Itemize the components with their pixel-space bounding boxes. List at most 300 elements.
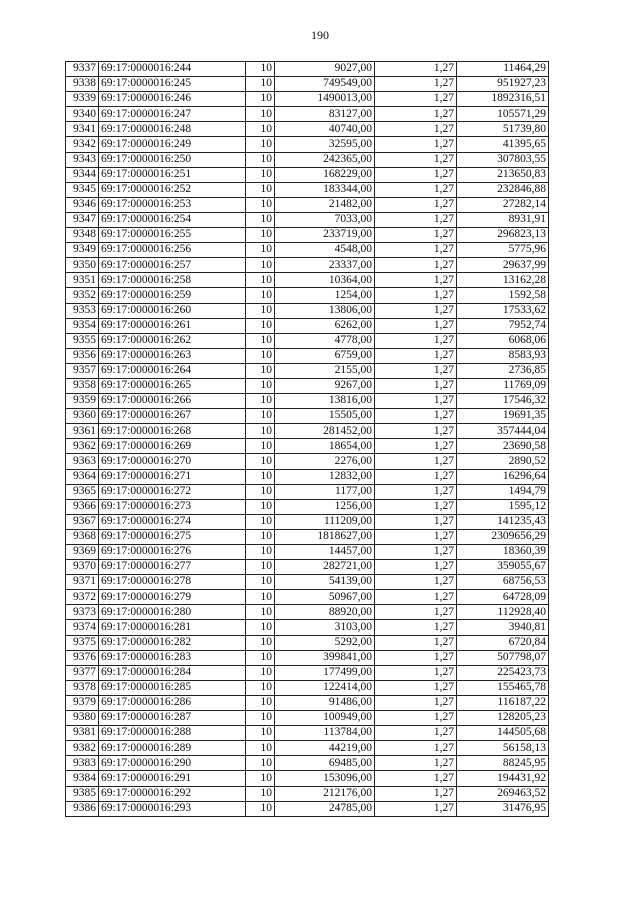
coefficient-cell: 1,27	[375, 258, 457, 273]
row-number-cell: 9375	[66, 635, 99, 650]
area-cell: 69485,00	[275, 756, 375, 771]
cadastral-number-cell: 69:17:0000016:284	[99, 665, 246, 680]
cadastral-number-cell: 69:17:0000016:251	[99, 167, 246, 182]
value-cell: 18360,39	[457, 545, 549, 560]
table-row	[66, 771, 549, 786]
value-cell: 232846,88	[457, 182, 549, 197]
area-cell: 32595,00	[275, 137, 375, 152]
group-code-cell: 10	[246, 635, 275, 650]
value-cell: 269463,52	[457, 786, 549, 801]
coefficient-cell: 1,27	[375, 318, 457, 333]
group-code-cell: 10	[246, 695, 275, 710]
table-row	[66, 107, 549, 122]
row-number-cell: 9355	[66, 333, 99, 348]
table-row	[66, 529, 549, 544]
value-cell: 213650,83	[457, 167, 549, 182]
row-number-cell: 9338	[66, 77, 99, 92]
coefficient-cell: 1,27	[375, 273, 457, 288]
table-row	[66, 590, 549, 605]
table-row	[66, 333, 549, 348]
table-row	[66, 726, 549, 741]
area-cell: 2155,00	[275, 363, 375, 378]
area-cell: 15505,00	[275, 409, 375, 424]
table-row	[66, 409, 549, 424]
cadastral-number-cell: 69:17:0000016:253	[99, 197, 246, 212]
group-code-cell: 10	[246, 711, 275, 726]
group-code-cell: 10	[246, 273, 275, 288]
coefficient-cell: 1,27	[375, 726, 457, 741]
cadastral-number-cell: 69:17:0000016:266	[99, 394, 246, 409]
row-number-cell: 9350	[66, 258, 99, 273]
row-number-cell: 9347	[66, 212, 99, 227]
coefficient-cell: 1,27	[375, 182, 457, 197]
area-cell: 1254,00	[275, 288, 375, 303]
area-cell: 749549,00	[275, 77, 375, 92]
group-code-cell: 10	[246, 650, 275, 665]
cadastral-number-cell: 69:17:0000016:289	[99, 741, 246, 756]
group-code-cell: 10	[246, 771, 275, 786]
cadastral-number-cell: 69:17:0000016:291	[99, 771, 246, 786]
table-row	[66, 680, 549, 695]
cadastral-number-cell: 69:17:0000016:269	[99, 439, 246, 454]
cadastral-number-cell: 69:17:0000016:258	[99, 273, 246, 288]
row-number-cell: 9343	[66, 152, 99, 167]
row-number-cell: 9358	[66, 378, 99, 393]
value-cell: 17533,62	[457, 303, 549, 318]
area-cell: 13816,00	[275, 394, 375, 409]
area-cell: 153096,00	[275, 771, 375, 786]
cadastral-number-cell: 69:17:0000016:248	[99, 122, 246, 137]
value-cell: 27282,14	[457, 197, 549, 212]
table-row	[66, 801, 549, 816]
cadastral-number-cell: 69:17:0000016:259	[99, 288, 246, 303]
group-code-cell: 10	[246, 529, 275, 544]
row-number-cell: 9369	[66, 545, 99, 560]
cadastral-number-cell: 69:17:0000016:275	[99, 529, 246, 544]
area-cell: 9027,00	[275, 62, 375, 77]
cadastral-number-cell: 69:17:0000016:281	[99, 620, 246, 635]
coefficient-cell: 1,27	[375, 152, 457, 167]
group-code-cell: 10	[246, 107, 275, 122]
table-row	[66, 122, 549, 137]
table-row	[66, 167, 549, 182]
cadastral-number-cell: 69:17:0000016:286	[99, 695, 246, 710]
value-cell: 51739,80	[457, 122, 549, 137]
coefficient-cell: 1,27	[375, 107, 457, 122]
row-number-cell: 9383	[66, 756, 99, 771]
row-number-cell: 9352	[66, 288, 99, 303]
group-code-cell: 10	[246, 318, 275, 333]
coefficient-cell: 1,27	[375, 303, 457, 318]
coefficient-cell: 1,27	[375, 695, 457, 710]
value-cell: 1892316,51	[457, 92, 549, 107]
area-cell: 18654,00	[275, 439, 375, 454]
value-cell: 1494,79	[457, 484, 549, 499]
area-cell: 177499,00	[275, 665, 375, 680]
row-number-cell: 9342	[66, 137, 99, 152]
value-cell: 112928,40	[457, 605, 549, 620]
table-row	[66, 62, 549, 77]
coefficient-cell: 1,27	[375, 137, 457, 152]
area-cell: 88920,00	[275, 605, 375, 620]
area-cell: 12832,00	[275, 469, 375, 484]
value-cell: 19691,35	[457, 409, 549, 424]
row-number-cell: 9385	[66, 786, 99, 801]
area-cell: 50967,00	[275, 590, 375, 605]
area-cell: 1177,00	[275, 484, 375, 499]
area-cell: 21482,00	[275, 197, 375, 212]
row-number-cell: 9346	[66, 197, 99, 212]
row-number-cell: 9384	[66, 771, 99, 786]
group-code-cell: 10	[246, 394, 275, 409]
row-number-cell: 9344	[66, 167, 99, 182]
coefficient-cell: 1,27	[375, 741, 457, 756]
cadastral-number-cell: 69:17:0000016:274	[99, 514, 246, 529]
row-number-cell: 9368	[66, 529, 99, 544]
row-number-cell: 9363	[66, 454, 99, 469]
coefficient-cell: 1,27	[375, 363, 457, 378]
cadastral-number-cell: 69:17:0000016:262	[99, 333, 246, 348]
table-row	[66, 228, 549, 243]
group-code-cell: 10	[246, 786, 275, 801]
cadastral-number-cell: 69:17:0000016:263	[99, 348, 246, 363]
coefficient-cell: 1,27	[375, 484, 457, 499]
value-cell: 116187,22	[457, 695, 549, 710]
row-number-cell: 9382	[66, 741, 99, 756]
row-number-cell: 9348	[66, 228, 99, 243]
value-cell: 56158,13	[457, 741, 549, 756]
group-code-cell: 10	[246, 409, 275, 424]
area-cell: 83127,00	[275, 107, 375, 122]
area-cell: 282721,00	[275, 560, 375, 575]
row-number-cell: 9377	[66, 665, 99, 680]
cadastral-number-cell: 69:17:0000016:270	[99, 454, 246, 469]
table-row	[66, 394, 549, 409]
area-cell: 3103,00	[275, 620, 375, 635]
area-cell: 40740,00	[275, 122, 375, 137]
page-number: 190	[311, 28, 329, 42]
table-row	[66, 348, 549, 363]
area-cell: 7033,00	[275, 212, 375, 227]
value-cell: 41395,65	[457, 137, 549, 152]
table-row	[66, 711, 549, 726]
value-cell: 5775,96	[457, 243, 549, 258]
value-cell: 507798,07	[457, 650, 549, 665]
row-number-cell: 9378	[66, 680, 99, 695]
coefficient-cell: 1,27	[375, 514, 457, 529]
area-cell: 212176,00	[275, 786, 375, 801]
coefficient-cell: 1,27	[375, 545, 457, 560]
value-cell: 68756,53	[457, 575, 549, 590]
value-cell: 88245,95	[457, 756, 549, 771]
value-cell: 357444,04	[457, 424, 549, 439]
group-code-cell: 10	[246, 741, 275, 756]
cadastral-number-cell: 69:17:0000016:268	[99, 424, 246, 439]
area-cell: 113784,00	[275, 726, 375, 741]
row-number-cell: 9356	[66, 348, 99, 363]
coefficient-cell: 1,27	[375, 167, 457, 182]
area-cell: 1818627,00	[275, 529, 375, 544]
table-row	[66, 258, 549, 273]
table-row	[66, 378, 549, 393]
value-cell: 1592,58	[457, 288, 549, 303]
group-code-cell: 10	[246, 605, 275, 620]
row-number-cell: 9362	[66, 439, 99, 454]
value-cell: 6720,84	[457, 635, 549, 650]
group-code-cell: 10	[246, 152, 275, 167]
cadastral-number-cell: 69:17:0000016:273	[99, 499, 246, 514]
group-code-cell: 10	[246, 363, 275, 378]
row-number-cell: 9361	[66, 424, 99, 439]
area-cell: 183344,00	[275, 182, 375, 197]
cadastral-number-cell: 69:17:0000016:252	[99, 182, 246, 197]
group-code-cell: 10	[246, 348, 275, 363]
coefficient-cell: 1,27	[375, 650, 457, 665]
group-code-cell: 10	[246, 545, 275, 560]
value-cell: 2309656,29	[457, 529, 549, 544]
coefficient-cell: 1,27	[375, 711, 457, 726]
row-number-cell: 9337	[66, 62, 99, 77]
group-code-cell: 10	[246, 378, 275, 393]
table-row	[66, 288, 549, 303]
cadastral-number-cell: 69:17:0000016:277	[99, 560, 246, 575]
coefficient-cell: 1,27	[375, 771, 457, 786]
cadastral-number-cell: 69:17:0000016:287	[99, 711, 246, 726]
row-number-cell: 9340	[66, 107, 99, 122]
row-number-cell: 9367	[66, 514, 99, 529]
table-row	[66, 318, 549, 333]
table-row	[66, 635, 549, 650]
value-cell: 7952,74	[457, 318, 549, 333]
cadastral-number-cell: 69:17:0000016:293	[99, 801, 246, 816]
area-cell: 168229,00	[275, 167, 375, 182]
group-code-cell: 10	[246, 182, 275, 197]
row-number-cell: 9366	[66, 499, 99, 514]
coefficient-cell: 1,27	[375, 122, 457, 137]
value-cell: 23690,58	[457, 439, 549, 454]
table-row	[66, 424, 549, 439]
table-row	[66, 545, 549, 560]
area-cell: 4778,00	[275, 333, 375, 348]
coefficient-cell: 1,27	[375, 333, 457, 348]
row-number-cell: 9373	[66, 605, 99, 620]
coefficient-cell: 1,27	[375, 228, 457, 243]
group-code-cell: 10	[246, 424, 275, 439]
cadastral-number-cell: 69:17:0000016:261	[99, 318, 246, 333]
cadastral-number-cell: 69:17:0000016:280	[99, 605, 246, 620]
cadastral-number-cell: 69:17:0000016:278	[99, 575, 246, 590]
row-number-cell: 9365	[66, 484, 99, 499]
cadastral-number-cell: 69:17:0000016:250	[99, 152, 246, 167]
cadastral-number-cell: 69:17:0000016:265	[99, 378, 246, 393]
coefficient-cell: 1,27	[375, 454, 457, 469]
row-number-cell: 9349	[66, 243, 99, 258]
group-code-cell: 10	[246, 469, 275, 484]
cadastral-number-cell: 69:17:0000016:288	[99, 726, 246, 741]
group-code-cell: 10	[246, 499, 275, 514]
coefficient-cell: 1,27	[375, 212, 457, 227]
coefficient-cell: 1,27	[375, 348, 457, 363]
cadastral-number-cell: 69:17:0000016:257	[99, 258, 246, 273]
row-number-cell: 9386	[66, 801, 99, 816]
value-cell: 105571,29	[457, 107, 549, 122]
cadastral-number-cell: 69:17:0000016:264	[99, 363, 246, 378]
group-code-cell: 10	[246, 801, 275, 816]
group-code-cell: 10	[246, 514, 275, 529]
coefficient-cell: 1,27	[375, 786, 457, 801]
table-row	[66, 363, 549, 378]
cadastral-number-cell: 69:17:0000016:283	[99, 650, 246, 665]
value-cell: 29637,99	[457, 258, 549, 273]
table-body	[66, 62, 549, 817]
area-cell: 14457,00	[275, 545, 375, 560]
table-row	[66, 137, 549, 152]
table-row	[66, 499, 549, 514]
coefficient-cell: 1,27	[375, 409, 457, 424]
area-cell: 100949,00	[275, 711, 375, 726]
value-cell: 194431,92	[457, 771, 549, 786]
coefficient-cell: 1,27	[375, 529, 457, 544]
area-cell: 54139,00	[275, 575, 375, 590]
row-number-cell: 9345	[66, 182, 99, 197]
value-cell: 2890,52	[457, 454, 549, 469]
group-code-cell: 10	[246, 439, 275, 454]
group-code-cell: 10	[246, 665, 275, 680]
value-cell: 155465,78	[457, 680, 549, 695]
table-row	[66, 152, 549, 167]
group-code-cell: 10	[246, 197, 275, 212]
table-row	[66, 212, 549, 227]
group-code-cell: 10	[246, 303, 275, 318]
area-cell: 91486,00	[275, 695, 375, 710]
group-code-cell: 10	[246, 122, 275, 137]
value-cell: 11769,09	[457, 378, 549, 393]
table-row	[66, 243, 549, 258]
area-cell: 23337,00	[275, 258, 375, 273]
cadastral-number-cell: 69:17:0000016:260	[99, 303, 246, 318]
table-row	[66, 605, 549, 620]
cadastral-number-cell: 69:17:0000016:285	[99, 680, 246, 695]
table-row	[66, 650, 549, 665]
row-number-cell: 9354	[66, 318, 99, 333]
group-code-cell: 10	[246, 454, 275, 469]
cadastral-number-cell: 69:17:0000016:271	[99, 469, 246, 484]
cadastral-number-cell: 69:17:0000016:254	[99, 212, 246, 227]
row-number-cell: 9339	[66, 92, 99, 107]
group-code-cell: 10	[246, 726, 275, 741]
group-code-cell: 10	[246, 620, 275, 635]
cadastral-number-cell: 69:17:0000016:247	[99, 107, 246, 122]
group-code-cell: 10	[246, 575, 275, 590]
table-row	[66, 514, 549, 529]
group-code-cell: 10	[246, 92, 275, 107]
row-number-cell: 9357	[66, 363, 99, 378]
row-number-cell: 9374	[66, 620, 99, 635]
group-code-cell: 10	[246, 680, 275, 695]
cadastral-number-cell: 69:17:0000016:290	[99, 756, 246, 771]
table-row	[66, 786, 549, 801]
group-code-cell: 10	[246, 756, 275, 771]
group-code-cell: 10	[246, 77, 275, 92]
coefficient-cell: 1,27	[375, 197, 457, 212]
value-cell: 128205,23	[457, 711, 549, 726]
group-code-cell: 10	[246, 137, 275, 152]
cadastral-number-cell: 69:17:0000016:246	[99, 92, 246, 107]
value-cell: 141235,43	[457, 514, 549, 529]
group-code-cell: 10	[246, 212, 275, 227]
value-cell: 359055,67	[457, 560, 549, 575]
group-code-cell: 10	[246, 288, 275, 303]
coefficient-cell: 1,27	[375, 243, 457, 258]
value-cell: 8931,91	[457, 212, 549, 227]
area-cell: 5292,00	[275, 635, 375, 650]
cadastral-number-cell: 69:17:0000016:249	[99, 137, 246, 152]
cadastral-number-cell: 69:17:0000016:272	[99, 484, 246, 499]
value-cell: 16296,64	[457, 469, 549, 484]
cadastral-number-cell: 69:17:0000016:244	[99, 62, 246, 77]
row-number-cell: 9379	[66, 695, 99, 710]
table-row	[66, 756, 549, 771]
coefficient-cell: 1,27	[375, 378, 457, 393]
group-code-cell: 10	[246, 484, 275, 499]
coefficient-cell: 1,27	[375, 680, 457, 695]
cadastral-value-table	[65, 61, 549, 817]
coefficient-cell: 1,27	[375, 394, 457, 409]
value-cell: 144505,68	[457, 726, 549, 741]
area-cell: 4548,00	[275, 243, 375, 258]
area-cell: 399841,00	[275, 650, 375, 665]
table-row	[66, 439, 549, 454]
row-number-cell: 9372	[66, 590, 99, 605]
coefficient-cell: 1,27	[375, 92, 457, 107]
group-code-cell: 10	[246, 243, 275, 258]
value-cell: 1595,12	[457, 499, 549, 514]
coefficient-cell: 1,27	[375, 424, 457, 439]
row-number-cell: 9376	[66, 650, 99, 665]
area-cell: 13806,00	[275, 303, 375, 318]
area-cell: 9267,00	[275, 378, 375, 393]
group-code-cell: 10	[246, 560, 275, 575]
value-cell: 8583,93	[457, 348, 549, 363]
coefficient-cell: 1,27	[375, 801, 457, 816]
value-cell: 13162,28	[457, 273, 549, 288]
cadastral-number-cell: 69:17:0000016:292	[99, 786, 246, 801]
row-number-cell: 9364	[66, 469, 99, 484]
area-cell: 242365,00	[275, 152, 375, 167]
cadastral-number-cell: 69:17:0000016:276	[99, 545, 246, 560]
table-row	[66, 454, 549, 469]
row-number-cell: 9341	[66, 122, 99, 137]
value-cell: 3940,81	[457, 620, 549, 635]
coefficient-cell: 1,27	[375, 575, 457, 590]
table-row	[66, 484, 549, 499]
table-row	[66, 92, 549, 107]
table-row	[66, 665, 549, 680]
row-number-cell: 9371	[66, 575, 99, 590]
value-cell: 31476,95	[457, 801, 549, 816]
group-code-cell: 10	[246, 333, 275, 348]
table-row	[66, 197, 549, 212]
cadastral-number-cell: 69:17:0000016:245	[99, 77, 246, 92]
row-number-cell: 9360	[66, 409, 99, 424]
coefficient-cell: 1,27	[375, 605, 457, 620]
area-cell: 6759,00	[275, 348, 375, 363]
value-cell: 296823,13	[457, 228, 549, 243]
coefficient-cell: 1,27	[375, 439, 457, 454]
table-row	[66, 695, 549, 710]
coefficient-cell: 1,27	[375, 469, 457, 484]
area-cell: 122414,00	[275, 680, 375, 695]
